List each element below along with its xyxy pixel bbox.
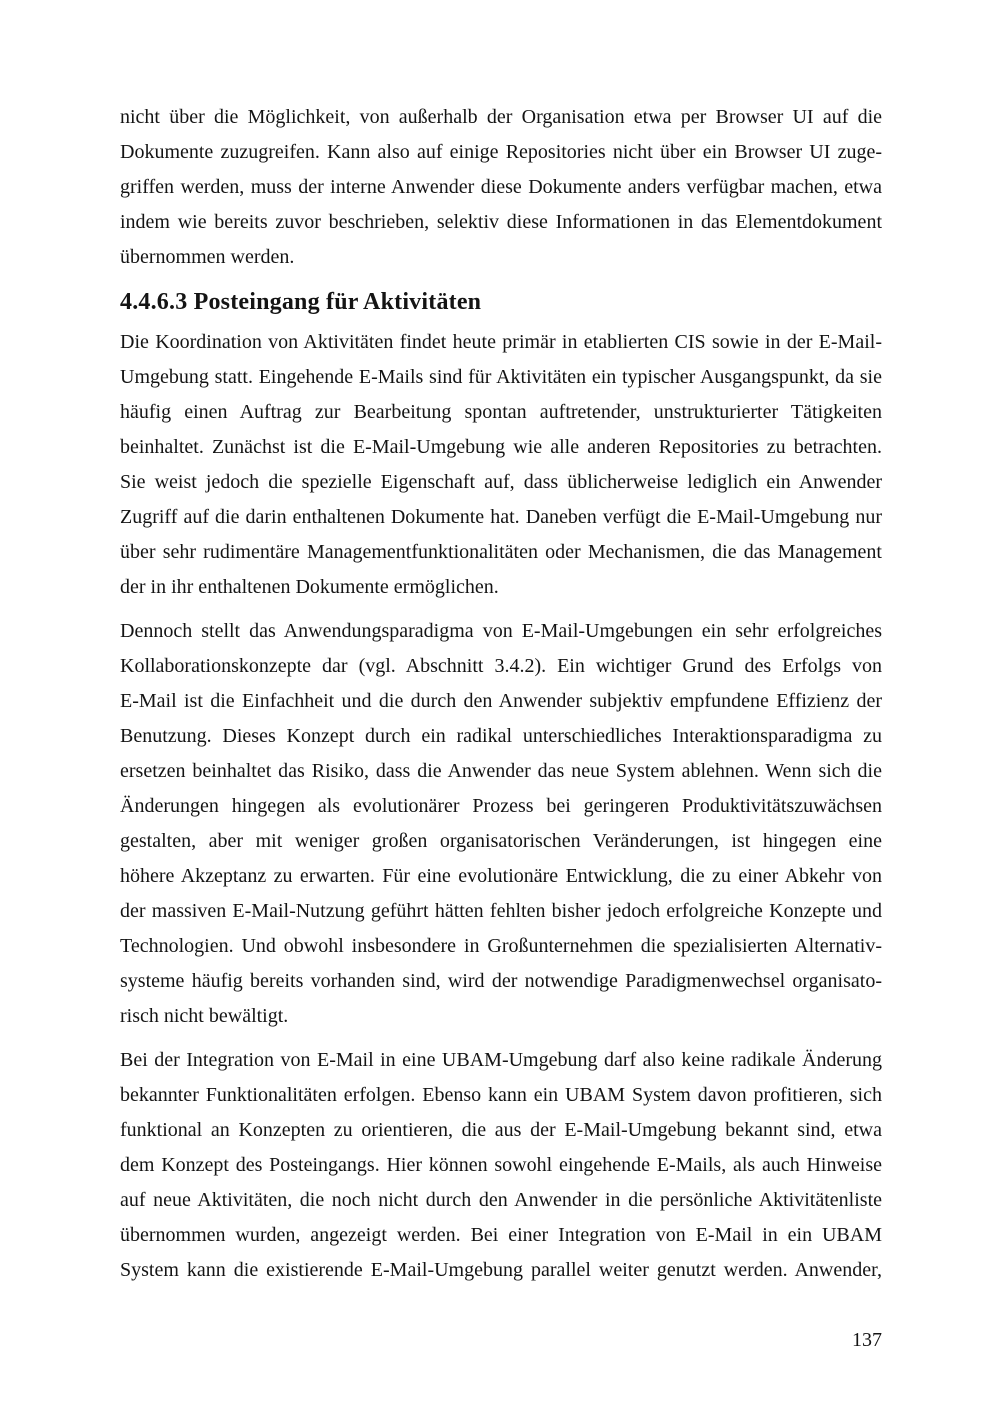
text-line: der in ihr enthaltenen Dokumente ermöglichen.	[120, 576, 499, 598]
text-column	[120, 100, 882, 1297]
paragraph-integration	[120, 1043, 882, 1288]
text-line: beinhaltet. Zunächst ist die E-Mail-Umgebung wie alle anderen Repositories zu betrachten.	[120, 436, 882, 458]
text-line: E-Mail ist die Einfachheit und die durch den Anwender subjektiv empfundene Effizienz der	[120, 690, 882, 712]
text-line: Dennoch stellt das Anwendungsparadigma von E-Mail-Umgebungen ein sehr erfolgreiches	[120, 620, 882, 642]
text-line: Technologien. Und obwohl insbesondere in Großunternehmen die spezialisierten Alternativ-	[120, 935, 882, 957]
text-line: Kollaborationskonzepte dar (vgl. Abschnitt 3.4.2). Ein wichtiger Grund des Erfolgs von	[120, 655, 882, 677]
text-line: Die Koordination von Aktivitäten findet heute primär in etablierten CIS sowie in der E-Mail-	[120, 331, 882, 353]
text-line: Änderungen hingegen als evolutionärer Prozess bei geringeren Produktivitätszuwächsen	[120, 795, 882, 817]
text-line: Umgebung statt. Eingehende E-Mails sind für Aktivitäten ein typischer Ausgangspunkt, da sie	[120, 366, 882, 388]
paragraph-intro	[120, 100, 882, 275]
text-line: dem Konzept des Posteingangs. Hier können sowohl eingehende E-Mails, als auch Hinweise	[120, 1154, 882, 1176]
text-line: bekannter Funktionalitäten erfolgen. Ebenso kann ein UBAM System davon profitieren, sich	[120, 1084, 882, 1106]
text-line: ersetzen beinhaltet das Risiko, dass die Anwender das neue System ablehnen. Wenn sich die	[120, 760, 882, 782]
text-line: indem wie bereits zuvor beschrieben, selektiv diese Informationen in das Elementdokument	[120, 211, 882, 233]
text-line: häufig einen Auftrag zur Bearbeitung spontan auftretender, unstrukturierter Tätigkeiten	[120, 401, 882, 423]
text-line: höhere Akzeptanz zu erwarten. Für eine evolutionäre Entwicklung, die zu einer Abkehr von	[120, 865, 882, 887]
text-line: Sie weist jedoch die spezielle Eigenschaft auf, dass üblicherweise lediglich ein Anwender	[120, 471, 882, 493]
text-line: griffen werden, muss der interne Anwender diese Dokumente anders verfügbar machen, etwa	[120, 176, 882, 198]
text-line: Dokumente zuzugreifen. Kann also auf einige Repositories nicht über ein Browser UI zuge-	[120, 141, 882, 163]
paragraph-anwendungsparadigma	[120, 614, 882, 1034]
page-number: 137	[852, 1329, 882, 1351]
paragraph-coordination	[120, 325, 882, 605]
text-line: über sehr rudimentäre Managementfunktionalitäten oder Mechanismen, die das Management	[120, 541, 882, 563]
text-line: risch nicht bewältigt.	[120, 1005, 289, 1027]
text-line: Benutzung. Dieses Konzept durch ein radikal unterschiedliches Interaktionsparadigma zu	[120, 725, 882, 747]
text-line: übernommen wurden, angezeigt werden. Bei einer Integration von E-Mail in ein UBAM	[120, 1224, 882, 1246]
text-line: systeme häufig bereits vorhanden sind, wird der notwendige Paradigmenwechsel organisato-	[120, 970, 882, 992]
text-line: funktional an Konzepten zu orientieren, die aus der E-Mail-Umgebung bekannt sind, etwa	[120, 1119, 882, 1141]
text-line: Zugriff auf die darin enthaltenen Dokumente hat. Daneben verfügt die E-Mail-Umgebung nur	[120, 506, 882, 528]
text-line: auf neue Aktivitäten, die noch nicht durch den Anwender in die persönliche Aktivitätenliste	[120, 1189, 882, 1211]
text-line: gestalten, aber mit weniger großen organisatorischen Veränderungen, ist hingegen eine	[120, 830, 882, 852]
text-line: Bei der Integration von E-Mail in eine UBAM-Umgebung darf also keine radikale Änderung	[120, 1049, 882, 1071]
text-line: System kann die existierende E-Mail-Umgebung parallel weiter genutzt werden. Anwender,	[120, 1259, 882, 1281]
section-heading: 4.4.6.3 Posteingang für Aktivitäten	[120, 289, 482, 315]
text-line: übernommen werden.	[120, 246, 295, 268]
text-line: nicht über die Möglichkeit, von außerhalb der Organisation etwa per Browser UI auf die	[120, 106, 882, 128]
text-line: der massiven E-Mail-Nutzung geführt hätten fehlten bisher jedoch erfolgreiche Konzepte und	[120, 900, 882, 922]
